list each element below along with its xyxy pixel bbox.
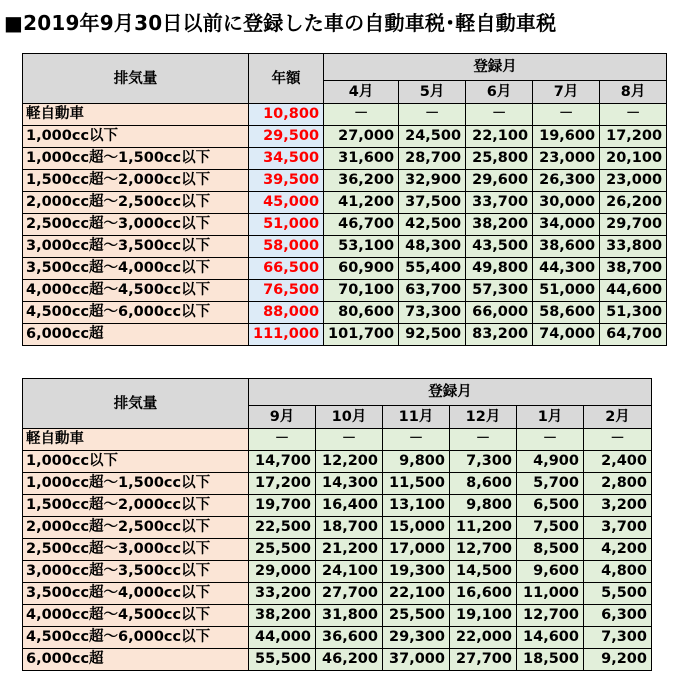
month-tax-cell: 3,200 xyxy=(584,495,652,517)
month-tax-cell: 27,700 xyxy=(316,583,383,605)
month-tax-cell: 51,000 xyxy=(533,280,600,302)
month-tax-cell: － xyxy=(316,429,383,451)
month-tax-cell: 13,100 xyxy=(383,495,450,517)
month-tax-cell: 4,800 xyxy=(584,561,652,583)
month-tax-cell: 14,500 xyxy=(450,561,517,583)
header-month: 10月 xyxy=(316,406,383,429)
month-tax-cell: 9,200 xyxy=(584,649,652,671)
month-tax-cell: 7,500 xyxy=(517,517,584,539)
header-month: 6月 xyxy=(466,81,533,104)
page-title: ■2019年9月30日以前に登録した車の自動車税･軽自動車税 xyxy=(4,11,557,35)
row-label: 3,500cc超～4,000cc以下 xyxy=(23,258,249,280)
month-tax-cell: 19,600 xyxy=(533,126,600,148)
header-registration-month: 登録月 xyxy=(249,379,652,406)
row-label: 6,000cc超 xyxy=(23,649,249,671)
table-row xyxy=(23,170,667,192)
header-month: 5月 xyxy=(399,81,466,104)
row-label: 3,000cc超～3,500cc以下 xyxy=(23,236,249,258)
month-tax-cell: 17,000 xyxy=(383,539,450,561)
table-row xyxy=(23,517,652,539)
month-tax-cell: 27,700 xyxy=(450,649,517,671)
header-displacement: 排気量 xyxy=(23,379,249,429)
header-registration-month: 登録月 xyxy=(324,54,667,81)
month-tax-cell: 48,300 xyxy=(399,236,466,258)
row-label: 1,000cc超～1,500cc以下 xyxy=(23,148,249,170)
month-tax-cell: － xyxy=(249,429,316,451)
row-label: 4,000cc超～4,500cc以下 xyxy=(23,280,249,302)
month-tax-cell: － xyxy=(517,429,584,451)
month-tax-cell: 4,200 xyxy=(584,539,652,561)
month-tax-cell: 12,200 xyxy=(316,451,383,473)
month-tax-cell: 3,700 xyxy=(584,517,652,539)
month-tax-cell: 38,200 xyxy=(466,214,533,236)
month-tax-cell: － xyxy=(324,104,399,126)
month-tax-cell: 31,800 xyxy=(316,605,383,627)
month-tax-cell: 26,300 xyxy=(533,170,600,192)
month-tax-cell: 42,500 xyxy=(399,214,466,236)
month-tax-cell: 7,300 xyxy=(584,627,652,649)
month-tax-cell: 29,700 xyxy=(600,214,667,236)
month-tax-cell: － xyxy=(450,429,517,451)
month-tax-cell: 14,700 xyxy=(249,451,316,473)
month-tax-cell: 22,500 xyxy=(249,517,316,539)
month-tax-cell: 21,200 xyxy=(316,539,383,561)
row-label: 1,000cc超～1,500cc以下 xyxy=(23,473,249,495)
header-month: 7月 xyxy=(533,81,600,104)
month-tax-cell: 9,600 xyxy=(517,561,584,583)
month-tax-cell: 57,300 xyxy=(466,280,533,302)
table-row xyxy=(23,495,652,517)
month-tax-cell: 29,600 xyxy=(466,170,533,192)
month-tax-cell: 60,900 xyxy=(324,258,399,280)
table-row xyxy=(23,429,652,451)
table-row xyxy=(23,214,667,236)
month-tax-cell: 4,900 xyxy=(517,451,584,473)
month-tax-cell: 32,900 xyxy=(399,170,466,192)
month-tax-cell: 25,500 xyxy=(249,539,316,561)
table-row xyxy=(23,302,667,324)
month-tax-cell: 12,700 xyxy=(517,605,584,627)
table-row xyxy=(23,104,667,126)
month-tax-cell: 18,500 xyxy=(517,649,584,671)
table-row xyxy=(23,539,652,561)
month-tax-cell: 6,500 xyxy=(517,495,584,517)
annual-tax: 111,000 xyxy=(249,324,324,346)
header-month: 9月 xyxy=(249,406,316,429)
header-month: 2月 xyxy=(584,406,652,429)
row-label: 軽自動車 xyxy=(23,104,249,126)
month-tax-cell: 22,100 xyxy=(383,583,450,605)
month-tax-cell: 55,500 xyxy=(249,649,316,671)
month-tax-cell: 11,000 xyxy=(517,583,584,605)
row-label: 1,000cc以下 xyxy=(23,451,249,473)
month-tax-cell: 15,000 xyxy=(383,517,450,539)
month-tax-cell: 101,700 xyxy=(324,324,399,346)
month-tax-cell: 19,700 xyxy=(249,495,316,517)
annual-tax: 51,000 xyxy=(249,214,324,236)
month-tax-cell: 16,400 xyxy=(316,495,383,517)
table-row xyxy=(23,192,667,214)
month-tax-cell: － xyxy=(600,104,667,126)
row-label: 4,500cc超～6,000cc以下 xyxy=(23,627,249,649)
month-tax-cell: 23,000 xyxy=(600,170,667,192)
month-tax-cell: 9,800 xyxy=(383,451,450,473)
table-row xyxy=(23,451,652,473)
month-tax-cell: － xyxy=(533,104,600,126)
month-tax-cell: 18,700 xyxy=(316,517,383,539)
month-tax-cell: 41,200 xyxy=(324,192,399,214)
table-row xyxy=(23,627,652,649)
annual-tax: 88,000 xyxy=(249,302,324,324)
tax-table-april-august xyxy=(22,53,667,346)
annual-tax: 45,000 xyxy=(249,192,324,214)
month-tax-cell: － xyxy=(584,429,652,451)
month-tax-cell: 33,800 xyxy=(600,236,667,258)
month-tax-cell: 7,300 xyxy=(450,451,517,473)
month-tax-cell: 74,000 xyxy=(533,324,600,346)
row-label: 3,500cc超～4,000cc以下 xyxy=(23,583,249,605)
month-tax-cell: 70,100 xyxy=(324,280,399,302)
month-tax-cell: － xyxy=(466,104,533,126)
month-tax-cell: 44,600 xyxy=(600,280,667,302)
month-tax-cell: 46,200 xyxy=(316,649,383,671)
month-tax-cell: 80,600 xyxy=(324,302,399,324)
row-label: 1,500cc超～2,000cc以下 xyxy=(23,170,249,192)
header-annual: 年額 xyxy=(249,54,324,104)
month-tax-cell: － xyxy=(383,429,450,451)
month-tax-cell: 46,700 xyxy=(324,214,399,236)
month-tax-cell: 12,700 xyxy=(450,539,517,561)
month-tax-cell: 51,300 xyxy=(600,302,667,324)
month-tax-cell: 37,500 xyxy=(399,192,466,214)
month-tax-cell: 37,000 xyxy=(383,649,450,671)
month-tax-cell: 33,700 xyxy=(466,192,533,214)
month-tax-cell: 16,600 xyxy=(450,583,517,605)
table-row xyxy=(23,561,652,583)
month-tax-cell: 9,800 xyxy=(450,495,517,517)
table-row xyxy=(23,280,667,302)
row-label: 4,000cc超～4,500cc以下 xyxy=(23,605,249,627)
header-month: 11月 xyxy=(383,406,450,429)
month-tax-cell: 38,700 xyxy=(600,258,667,280)
month-tax-cell: 19,300 xyxy=(383,561,450,583)
month-tax-cell: 11,500 xyxy=(383,473,450,495)
month-tax-cell: 11,200 xyxy=(450,517,517,539)
month-tax-cell: 6,300 xyxy=(584,605,652,627)
month-tax-cell: 26,200 xyxy=(600,192,667,214)
row-label: 1,500cc超～2,000cc以下 xyxy=(23,495,249,517)
header-displacement: 排気量 xyxy=(23,54,249,104)
month-tax-cell: 17,200 xyxy=(600,126,667,148)
month-tax-cell: 27,000 xyxy=(324,126,399,148)
annual-tax: 10,800 xyxy=(249,104,324,126)
month-tax-cell: 66,000 xyxy=(466,302,533,324)
row-label: 2,500cc超～3,000cc以下 xyxy=(23,539,249,561)
month-tax-cell: 30,000 xyxy=(533,192,600,214)
month-tax-cell: 92,500 xyxy=(399,324,466,346)
month-tax-cell: 43,500 xyxy=(466,236,533,258)
month-tax-cell: 64,700 xyxy=(600,324,667,346)
month-tax-cell: 14,600 xyxy=(517,627,584,649)
row-label: 2,000cc超～2,500cc以下 xyxy=(23,192,249,214)
month-tax-cell: 44,300 xyxy=(533,258,600,280)
month-tax-cell: 24,500 xyxy=(399,126,466,148)
month-tax-cell: 28,700 xyxy=(399,148,466,170)
row-label: 2,000cc超～2,500cc以下 xyxy=(23,517,249,539)
month-tax-cell: 58,600 xyxy=(533,302,600,324)
month-tax-cell: 49,800 xyxy=(466,258,533,280)
table-row xyxy=(23,236,667,258)
month-tax-cell: 55,400 xyxy=(399,258,466,280)
month-tax-cell: 8,500 xyxy=(517,539,584,561)
month-tax-cell: 19,100 xyxy=(450,605,517,627)
month-tax-cell: 2,400 xyxy=(584,451,652,473)
row-label: 4,500cc超～6,000cc以下 xyxy=(23,302,249,324)
month-tax-cell: 34,000 xyxy=(533,214,600,236)
row-label: 6,000cc超 xyxy=(23,324,249,346)
row-label: 1,000cc以下 xyxy=(23,126,249,148)
month-tax-cell: 33,200 xyxy=(249,583,316,605)
annual-tax: 34,500 xyxy=(249,148,324,170)
tax-table-september-february xyxy=(22,378,652,671)
table-row xyxy=(23,258,667,280)
month-tax-cell: 38,600 xyxy=(533,236,600,258)
row-label: 3,000cc超～3,500cc以下 xyxy=(23,561,249,583)
month-tax-cell: 20,100 xyxy=(600,148,667,170)
month-tax-cell: 31,600 xyxy=(324,148,399,170)
month-tax-cell: 73,300 xyxy=(399,302,466,324)
annual-tax: 58,000 xyxy=(249,236,324,258)
header-month: 8月 xyxy=(600,81,667,104)
month-tax-cell: 24,100 xyxy=(316,561,383,583)
month-tax-cell: 22,000 xyxy=(450,627,517,649)
month-tax-cell: 5,500 xyxy=(584,583,652,605)
table-row xyxy=(23,126,667,148)
annual-tax: 39,500 xyxy=(249,170,324,192)
header-month: 4月 xyxy=(324,81,399,104)
table-row xyxy=(23,148,667,170)
month-tax-cell: 17,200 xyxy=(249,473,316,495)
month-tax-cell: 22,100 xyxy=(466,126,533,148)
annual-tax: 29,500 xyxy=(249,126,324,148)
month-tax-cell: 38,200 xyxy=(249,605,316,627)
month-tax-cell: 5,700 xyxy=(517,473,584,495)
month-tax-cell: － xyxy=(399,104,466,126)
table-row xyxy=(23,583,652,605)
month-tax-cell: 23,000 xyxy=(533,148,600,170)
month-tax-cell: 83,200 xyxy=(466,324,533,346)
month-tax-cell: 14,300 xyxy=(316,473,383,495)
table-row xyxy=(23,605,652,627)
table-row xyxy=(23,324,667,346)
month-tax-cell: 29,300 xyxy=(383,627,450,649)
table-row xyxy=(23,473,652,495)
header-month: 12月 xyxy=(450,406,517,429)
table-row xyxy=(23,649,652,671)
month-tax-cell: 25,800 xyxy=(466,148,533,170)
month-tax-cell: 53,100 xyxy=(324,236,399,258)
month-tax-cell: 8,600 xyxy=(450,473,517,495)
annual-tax: 66,500 xyxy=(249,258,324,280)
month-tax-cell: 44,000 xyxy=(249,627,316,649)
month-tax-cell: 36,600 xyxy=(316,627,383,649)
month-tax-cell: 25,500 xyxy=(383,605,450,627)
annual-tax: 76,500 xyxy=(249,280,324,302)
header-month: 1月 xyxy=(517,406,584,429)
row-label: 2,500cc超～3,000cc以下 xyxy=(23,214,249,236)
month-tax-cell: 36,200 xyxy=(324,170,399,192)
month-tax-cell: 29,000 xyxy=(249,561,316,583)
row-label: 軽自動車 xyxy=(23,429,249,451)
month-tax-cell: 2,800 xyxy=(584,473,652,495)
month-tax-cell: 63,700 xyxy=(399,280,466,302)
